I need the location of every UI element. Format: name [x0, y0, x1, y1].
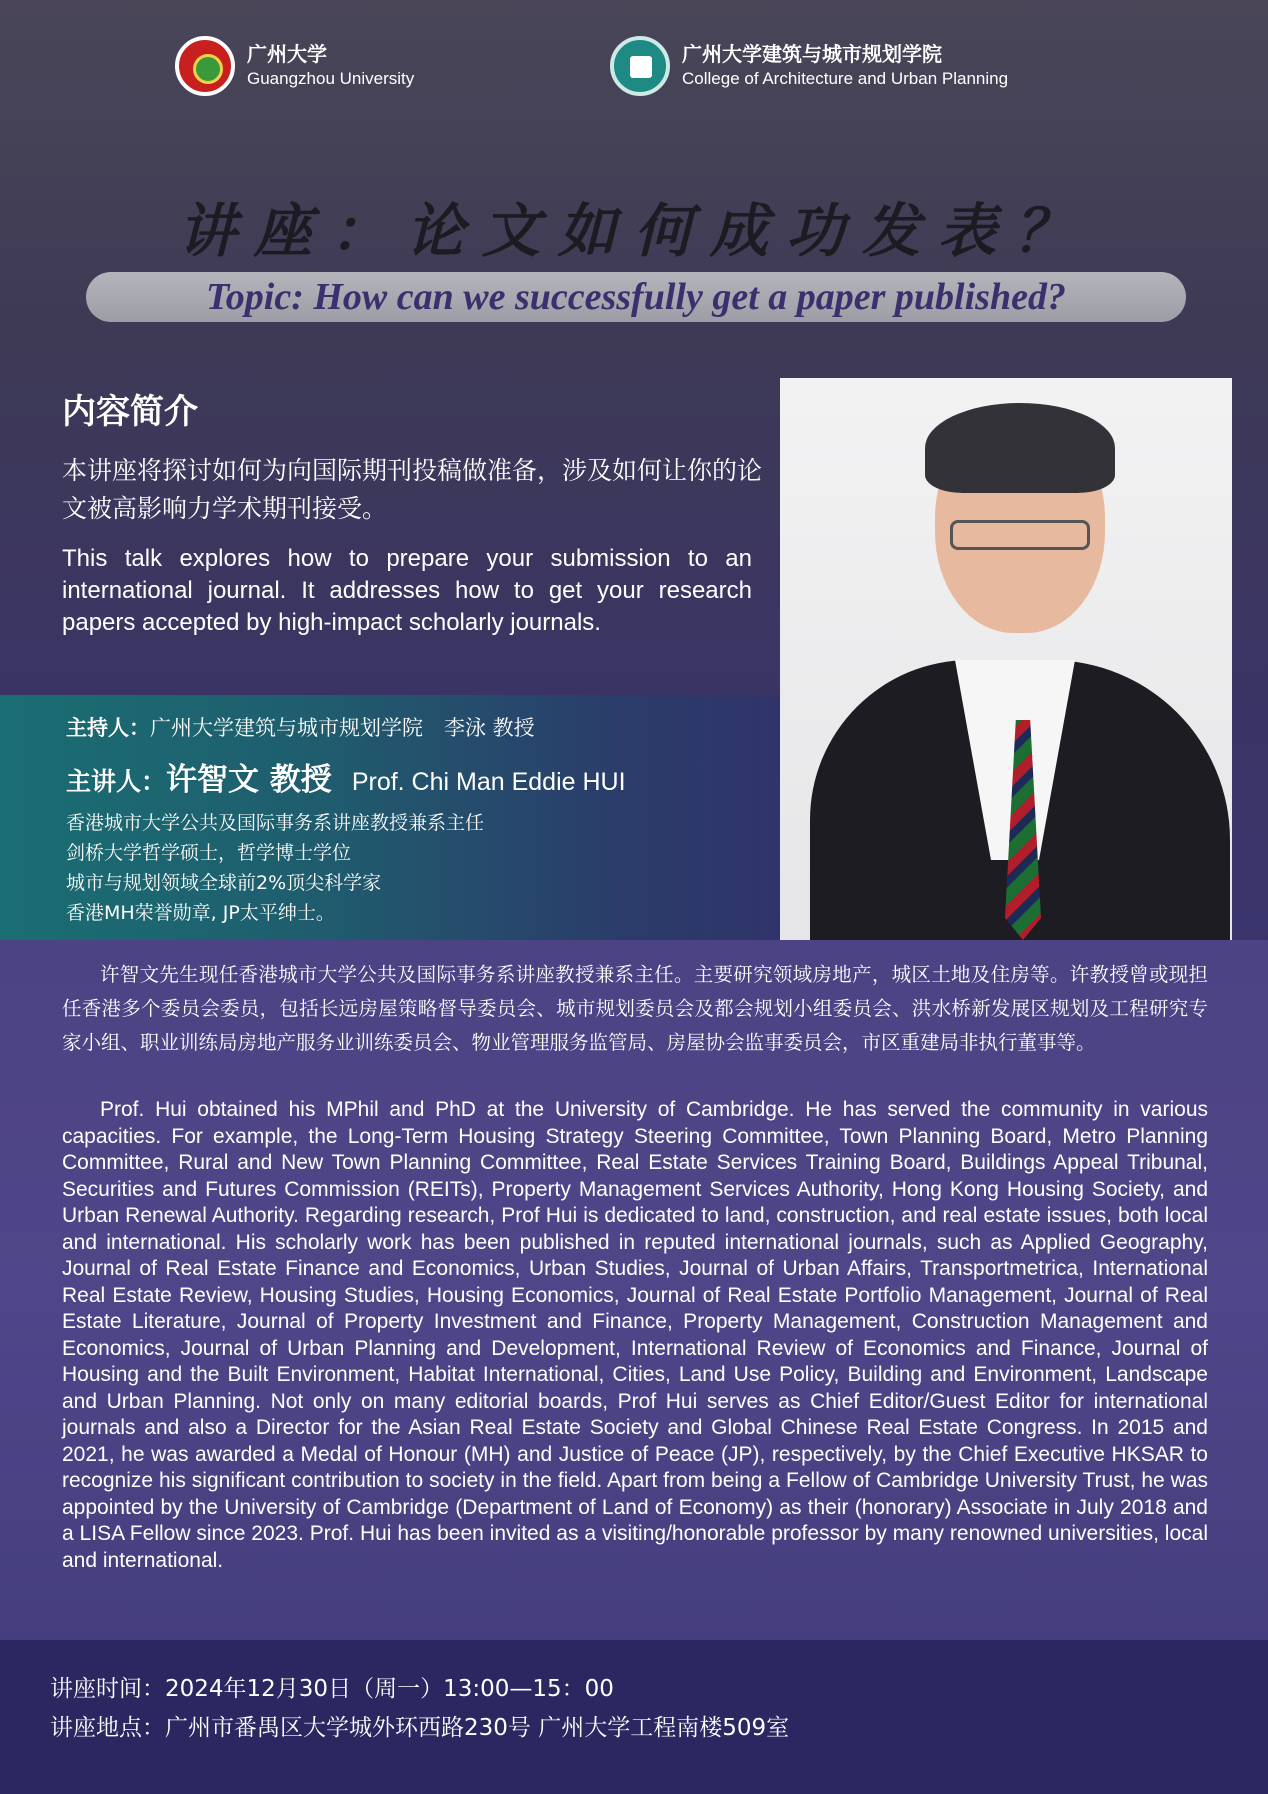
intro-text-en: This talk explores how to prepare your submission to an international journal. It addresses how to get your research papers accepted by high-impact scholarly journals.	[62, 545, 752, 636]
speaker-label: 主讲人：	[66, 767, 167, 796]
topic-banner: Topic: How can we successfully get a paper published?	[86, 272, 1186, 322]
speaker-credentials	[66, 808, 484, 928]
credential-item: 剑桥大学哲学硕士，哲学博士学位	[66, 842, 352, 864]
university-emblem-icon	[175, 36, 235, 96]
host-line	[66, 712, 535, 742]
intro-heading: 内容简介	[62, 392, 198, 432]
biography-cn: 许智文先生现任香港城市大学公共及国际事务系讲座教授兼系主任。主要研究领域房地产，城区土地及住房等。许教授曾或现担任香港多个委员会委员，包括长远房屋策略督导委员会、城市规划委员会及都会规划小组委员会、洪水桥新发展区规划及工程研究专家小组、职业训练局房地产服务业训练委员会、物业管理服务监管局、房屋协会监事委员会，市区重建局非执行董事等。	[62, 963, 1208, 1054]
lecture-time: 讲座时间：2024年12月30日（周一）13:00—15：00	[50, 1676, 614, 1702]
university-name	[247, 41, 414, 91]
host-value: 广州大学建筑与城市规划学院 李泳 教授	[150, 716, 535, 740]
photo-hair	[925, 403, 1115, 493]
credential-item: 香港MH荣誉勋章, JP太平绅士。	[66, 902, 335, 924]
biography-en: Prof. Hui obtained his MPhil and PhD at the University of Cambridge. He has served the community in various capacities. For example, the Long-Term Housing Strategy Steering Committee, Town Planning Board, Metro Planning Committee, Rural and New Town Planning Committee, Real Estate Services Training Board, Buildings Appeal Tribunal, Securities and Futures Commission (REITs), Property Management Services Authority, Hong Kong Housing Society, and Urban Renewal Authority. Regarding research, Prof Hui is dedicated to land, construction, and real estate issues, both local and international. His scholarly work has been published in reputed international journals, such as Applied Geography, Journal of Real Estate Finance and Economics, Urban Studies, Journal of Urban Affairs, Transportmetrica, International Real Estate Review, Housing Studies, Housing Economics, Journal of Real Estate Portfolio Management, Journal of Real Estate Literature, Journal of Property Investment and Finance, Property Management, Construction Management and Economics, Journal of Urban Planning and Development, International Review of Economics and Finance, Journal of Housing and the Built Environment, Habitat International, Cities, Land Use Policy, Building and Environment, Landscape and Urban Planning. Not only on many editorial boards, Prof Hui serves as Chief Editor/Guest Editor for international journals and also a Director for the Asian Real Estate Society and Global Chinese Real Estate Congress. In 2015 and 2021, he was awarded a Medal of Honour (MH) and Justice of Peace (JP), respectively, by the Chief Executive HKSAR to recognize his significant contribution to society in the field. Apart from being a Fellow of Cambridge University Trust, he was appointed by the University of Cambridge (Department of Land of Economy) as their (honorary) Associate in July 2018 and a LISA Fellow since 2023. Prof. Hui has been invited as a visiting/honorable professor by many renowned universities, local and international.	[62, 1098, 1208, 1572]
speaker-name-cn: 许智文 教授	[166, 762, 332, 798]
college-emblem-icon	[610, 36, 670, 96]
college-name-cn: 广州大学建筑与城市规划学院	[682, 42, 942, 66]
college-name	[682, 41, 1008, 91]
speaker-name-en: Prof. Chi Man Eddie HUI	[351, 768, 626, 796]
credential-item: 香港城市大学公共及国际事务系讲座教授兼系主任	[66, 812, 485, 834]
lecture-title: 讲座：论文如何成功发表？	[177, 197, 1090, 265]
speaker-photo	[780, 378, 1232, 940]
lecture-place: 讲座地点：广州市番禺区大学城外环西路230号 广州大学工程南楼509室	[50, 1715, 790, 1741]
credential-item: 城市与规划领域全球前2%顶尖科学家	[66, 872, 382, 894]
guangzhou-university-logo	[175, 36, 414, 96]
photo-glasses	[950, 520, 1090, 550]
college-logo	[610, 36, 1008, 96]
intro-text-cn: 本讲座将探讨如何为向国际期刊投稿做准备，涉及如何让你的论文被高影响力学术期刊接受。	[62, 456, 763, 523]
college-name-en: College of Architecture and Urban Planning	[682, 69, 1009, 88]
university-name-cn: 广州大学	[247, 42, 327, 66]
university-name-en: Guangzhou University	[247, 69, 415, 88]
header	[0, 30, 1268, 110]
speaker-line	[66, 754, 626, 799]
host-label: 主持人：	[66, 716, 150, 740]
